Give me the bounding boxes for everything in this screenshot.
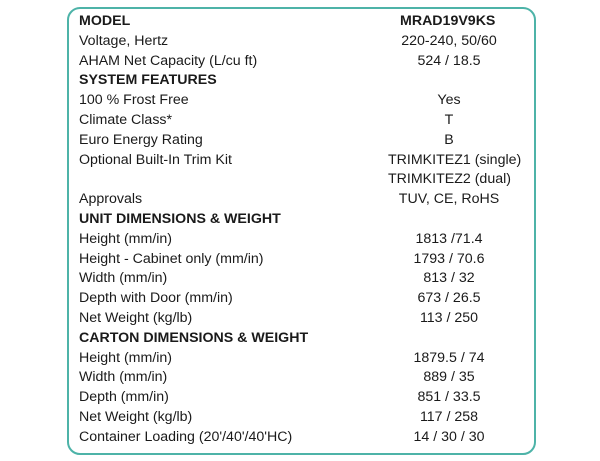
spec-row-container-loading [79,428,534,448]
spec-value: 673 / 26.5 [417,290,481,307]
spec-label: Depth (mm/in) [79,389,169,406]
section-heading-carton-dimensions [79,329,534,349]
model-label: MODEL [79,13,131,29]
spec-label: AHAM Net Capacity (L/cu ft) [79,52,258,69]
spec-value: Yes [437,92,461,109]
spec-label: 100 % Frost Free [79,92,189,109]
model-row [79,12,534,32]
spec-label: Container Loading (20'/40'/40'HC) [79,428,293,445]
spec-label: Voltage, Hertz [79,32,169,49]
spec-row-unit-depth [79,289,534,309]
spec-row-approvals [79,190,534,210]
spec-value: 14 / 30 / 30 [413,428,485,445]
spec-row-trim-kit [79,151,534,171]
spec-label: Approvals [79,191,143,208]
spec-value: 1813 /71.4 [415,230,483,247]
spec-value: 813 / 32 [423,270,475,287]
spec-label: Euro Energy Rating [79,131,203,148]
spec-value: 851 / 33.5 [417,389,481,406]
spec-row-trim-kit-dual [79,170,534,190]
spec-value: 220-240, 50/60 [401,32,497,49]
section-heading-unit-dimensions [79,210,534,230]
spec-label: Net Weight (kg/lb) [79,309,193,326]
section-heading: UNIT DIMENSIONS & WEIGHT [79,210,281,227]
spec-row-unit-height [79,230,534,250]
spec-row-unit-weight [79,309,534,329]
section-heading: CARTON DIMENSIONS & WEIGHT [79,329,309,346]
spec-value: 1793 / 70.6 [413,250,485,267]
spec-row-unit-height-cabinet [79,250,534,270]
spec-card [67,7,536,455]
spec-value: 524 / 18.5 [417,52,481,69]
spec-row-carton-width [79,368,534,388]
section-heading-system-features [79,71,534,91]
spec-row-energy-rating [79,131,534,151]
spec-value: B [444,131,454,148]
spec-row-frost-free [79,91,534,111]
spec-row-carton-height [79,349,534,369]
spec-label: Climate Class* [79,111,173,128]
spec-row-climate-class [79,111,534,131]
spec-label: Height - Cabinet only (mm/in) [79,250,264,267]
spec-label: Height (mm/in) [79,349,173,366]
spec-row-voltage [79,32,534,52]
section-heading: SYSTEM FEATURES [79,72,217,89]
spec-row-unit-width [79,269,534,289]
spec-label: Width (mm/in) [79,270,168,287]
spec-value: TRIMKITEZ2 (dual) [388,171,511,188]
spec-value: T [444,111,454,128]
model-value: MRAD19V9KS [400,13,496,29]
spec-value: TUV, CE, RoHS [398,191,500,208]
spec-label: Width (mm/in) [79,369,168,386]
spec-label: Depth with Door (mm/in) [79,290,233,307]
spec-value: TRIMKITEZ1 (single) [388,151,522,168]
spec-value: 1879.5 / 74 [413,349,485,366]
spec-value: 889 / 35 [423,369,475,386]
spec-row-carton-weight [79,408,534,428]
spec-value: 113 / 250 [419,309,479,326]
spec-row-capacity [79,52,534,72]
spec-row-carton-depth [79,388,534,408]
spec-label: Height (mm/in) [79,230,173,247]
spec-rows [79,12,534,448]
spec-label: Net Weight (kg/lb) [79,408,193,425]
spec-label: Optional Built-In Trim Kit [79,151,232,168]
spec-value: 117 / 258 [419,408,479,425]
